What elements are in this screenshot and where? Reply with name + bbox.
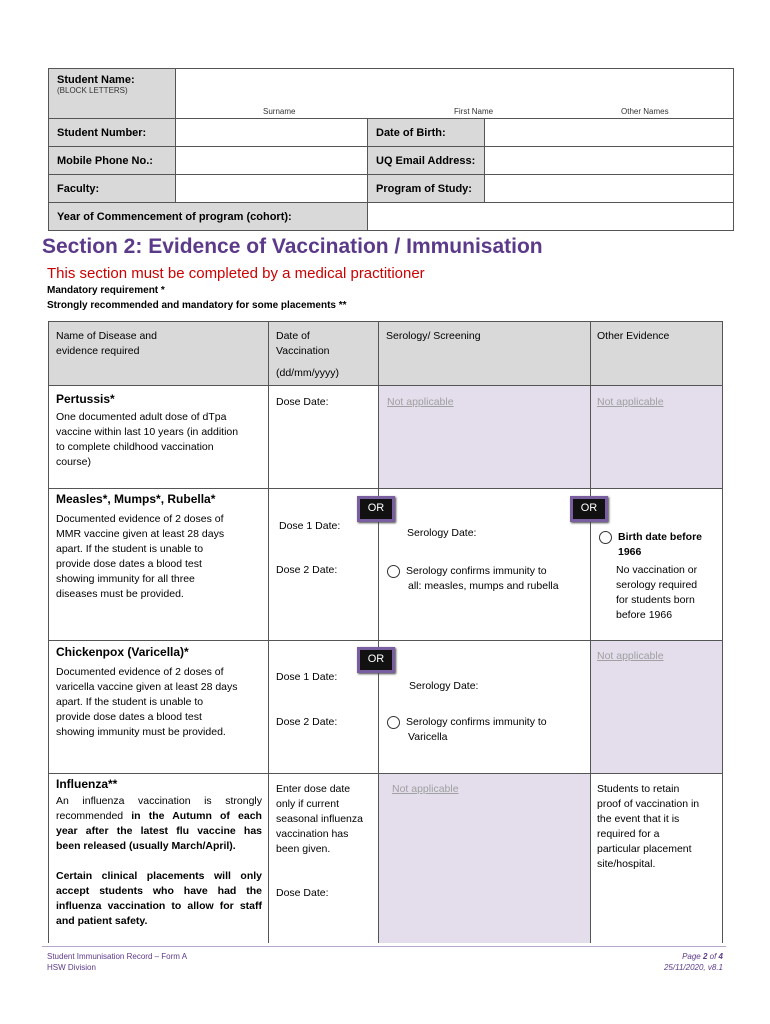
- pertussis-serology-na: Not applicable: [387, 396, 454, 408]
- varicella-desc-line: showing immunity must be provided.: [56, 726, 226, 738]
- influenza-dose-info-line: only if current: [276, 798, 340, 810]
- mmr-serology-date[interactable]: Serology Date:: [407, 527, 477, 539]
- header-other: Other Evidence: [597, 330, 670, 342]
- mandatory-note: Mandatory requirement *: [47, 285, 165, 296]
- influenza-dose-info-line: been given.: [276, 843, 331, 855]
- mmr-dose1-date[interactable]: Dose 1 Date:: [279, 520, 341, 532]
- mmr-birth-radio[interactable]: [599, 531, 612, 544]
- mmr-other-line: for students born: [616, 594, 695, 606]
- pertussis-title: Pertussis*: [56, 392, 115, 406]
- student-number-label: Student Number:: [49, 119, 176, 147]
- header-date-format: (dd/mm/yyyy): [276, 367, 339, 379]
- mmr-other-line: before 1966: [616, 609, 673, 621]
- influenza-dose-info: [276, 782, 363, 857]
- footer-page-of: of: [707, 952, 719, 961]
- varicella-serology-confirm-line2: Varicella: [408, 731, 448, 743]
- mmr-other-line: No vaccination or: [616, 564, 698, 576]
- influenza-dose-date[interactable]: Dose Date:: [276, 887, 329, 899]
- mmr-other-line: serology required: [616, 579, 698, 591]
- influenza-desc-part: in the Autumn of each: [131, 810, 262, 822]
- influenza-other-line: the event that it is: [597, 813, 680, 825]
- influenza-other-line: required for a: [597, 828, 660, 840]
- dob-label: Date of Birth:: [368, 119, 485, 147]
- footer-date: 25/11/2020, v8.1: [663, 963, 723, 972]
- faculty-field[interactable]: [176, 175, 368, 203]
- header-date-line2: Vaccination: [276, 345, 330, 357]
- influenza-desc-line: [56, 809, 262, 824]
- mobile-field[interactable]: [176, 147, 368, 175]
- varicella-or-badge: OR: [357, 647, 395, 673]
- mmr-or-badge-2: OR: [570, 496, 608, 522]
- first-name-caption: First Name: [454, 107, 494, 116]
- varicella-dose1-date[interactable]: Dose 1 Date:: [276, 671, 338, 683]
- mmr-serology-confirm[interactable]: [387, 564, 559, 594]
- student-name-field[interactable]: [176, 69, 734, 119]
- mmr-serology-confirm-line2: all: measles, mumps and rubella: [408, 580, 559, 592]
- footer-form-name: Student Immunisation Record – Form A: [47, 952, 188, 961]
- pertussis-desc: [56, 410, 238, 470]
- pertussis-desc-line: One documented adult dose of dTpa: [56, 411, 227, 423]
- influenza-desc-line: influenza vaccination to allow for staff: [56, 900, 262, 912]
- student-name-label: Student Name:: [57, 74, 135, 86]
- varicella-desc-line: apart. If the student is unable to: [56, 696, 204, 708]
- mmr-other-note: [616, 563, 697, 623]
- section-subtitle: This section must be completed by a medical practitioner: [47, 265, 425, 282]
- footer-division: HSW Division: [47, 963, 96, 972]
- pertussis-desc-line: vaccine within last 10 years (in addition: [56, 426, 239, 438]
- mmr-desc-line: provide dose dates a blood test: [56, 558, 202, 570]
- influenza-other-line: proof of vaccination in: [597, 798, 700, 810]
- mmr-dose2-date[interactable]: Dose 2 Date:: [276, 564, 338, 576]
- influenza-desc: [56, 794, 262, 929]
- block-letters-note: (BLOCK LETTERS): [57, 86, 128, 95]
- program-label: Program of Study:: [368, 175, 485, 203]
- mmr-desc: [56, 512, 224, 602]
- varicella-desc: [56, 665, 238, 740]
- influenza-dose-info-line: Enter dose date: [276, 783, 351, 795]
- recommended-note: Strongly recommended and mandatory for some placements **: [47, 300, 347, 311]
- other-names-caption: Other Names: [621, 107, 669, 116]
- influenza-desc-line: An influenza vaccination is strongly: [56, 795, 262, 807]
- cohort-label: Year of Commencement of program (cohort):: [49, 203, 368, 231]
- influenza-desc-line: Certain clinical placements will only: [56, 870, 262, 882]
- pertussis-desc-line: to complete childhood vaccination: [56, 441, 214, 453]
- varicella-serology-radio[interactable]: [387, 716, 400, 729]
- footer-rule: [42, 946, 726, 947]
- mmr-or-badge-1: OR: [357, 496, 395, 522]
- influenza-serology-shade: [378, 773, 590, 943]
- mmr-desc-line: apart. If the student is unable to: [56, 543, 204, 555]
- influenza-title: Influenza**: [56, 777, 118, 791]
- footer-page-total: 4: [718, 952, 723, 961]
- mmr-birth-date[interactable]: [599, 530, 702, 560]
- varicella-other-na: Not applicable: [597, 650, 664, 662]
- student-number-field[interactable]: [176, 119, 368, 147]
- varicella-desc-line: varicella vaccine given at least 28 days: [56, 681, 238, 693]
- influenza-desc-line: year after the latest flu vaccine has: [56, 825, 262, 837]
- footer-page-prefix: Page: [682, 952, 703, 961]
- student-info-table: [48, 68, 734, 231]
- influenza-dose-info-line: vaccination has: [276, 828, 349, 840]
- pertussis-dose-date[interactable]: Dose Date:: [276, 396, 329, 408]
- influenza-desc-part: recommended: [56, 810, 132, 822]
- varicella-serology-date[interactable]: Serology Date:: [409, 680, 479, 692]
- pertussis-desc-line: course): [56, 456, 92, 468]
- dob-field[interactable]: [485, 119, 734, 147]
- varicella-serology-confirm[interactable]: [387, 715, 547, 745]
- email-field[interactable]: [485, 147, 734, 175]
- faculty-label: Faculty:: [49, 175, 176, 203]
- influenza-other-line: site/hospital.: [597, 858, 656, 870]
- mmr-serology-radio[interactable]: [387, 565, 400, 578]
- mmr-title: Measles*, Mumps*, Rubella*: [56, 492, 216, 506]
- mmr-desc-line: showing immunity for all three: [56, 573, 195, 585]
- header-disease-line1: Name of Disease and: [56, 330, 157, 342]
- footer-right: [664, 951, 723, 973]
- footer-page-num: 2: [702, 952, 708, 961]
- mmr-birth-line2: 1966: [618, 546, 642, 558]
- surname-caption: Surname: [263, 107, 296, 116]
- influenza-desc-line: been released (usually March/April).: [56, 840, 236, 852]
- influenza-other-note: [597, 782, 699, 872]
- mmr-serology-confirm-line1: Serology confirms immunity to: [406, 565, 547, 577]
- mmr-desc-line: Documented evidence of 2 doses of: [56, 513, 224, 525]
- section-title: Section 2: Evidence of Vaccination / Immunisation: [42, 235, 543, 258]
- varicella-dose2-date[interactable]: Dose 2 Date:: [276, 716, 338, 728]
- influenza-other-line: particular placement: [597, 843, 692, 855]
- influenza-desc-line: accept students who have had the: [56, 885, 262, 897]
- header-disease: [56, 329, 157, 359]
- header-disease-line2: evidence required: [56, 345, 140, 357]
- varicella-serology-confirm-line1: Serology confirms immunity to: [406, 716, 547, 728]
- varicella-title: Chickenpox (Varicella)*: [56, 645, 189, 659]
- footer-left: [47, 951, 187, 973]
- influenza-serology-na: Not applicable: [392, 783, 459, 795]
- header-date: [276, 329, 339, 381]
- student-name-label-cell: [49, 69, 176, 119]
- footer-page: [664, 951, 723, 962]
- influenza-desc-line: and patient safety.: [56, 915, 148, 927]
- pertussis-other-na: Not applicable: [597, 396, 664, 408]
- header-date-line1: Date of: [276, 330, 310, 342]
- influenza-dose-info-line: seasonal influenza: [276, 813, 363, 825]
- header-serology: Serology/ Screening: [386, 330, 481, 342]
- influenza-other-line: Students to retain: [597, 783, 680, 795]
- email-label: UQ Email Address:: [368, 147, 485, 175]
- mmr-birth-line1: Birth date before: [618, 531, 703, 543]
- cohort-field[interactable]: [368, 203, 734, 231]
- program-field[interactable]: [485, 175, 734, 203]
- varicella-desc-line: Documented evidence of 2 doses of: [56, 666, 224, 678]
- mobile-label: Mobile Phone No.:: [49, 147, 176, 175]
- mmr-desc-line: MMR vaccine given at least 28 days: [56, 528, 225, 540]
- varicella-desc-line: provide dose dates a blood test: [56, 711, 202, 723]
- mmr-desc-line: diseases must be provided.: [56, 588, 184, 600]
